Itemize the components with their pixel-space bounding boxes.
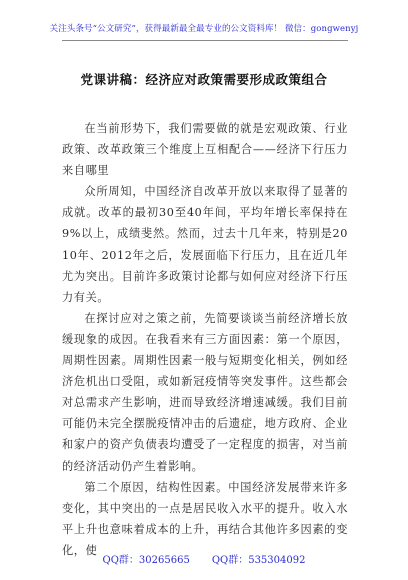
paragraph: 众所周知，中国经济自改革开放以来取得了显著的成就。改革的最初30至40年间，平均年增长率保持在9%以上，成绩斐然。然而，过去十几年来，特别是2010年、2012年之后，发展面临下行压力，且在近几年尤为突出。目前许多政策讨论都与如何应对经济下行压力有关。 bbox=[62, 185, 348, 304]
footer-note bbox=[0, 551, 408, 566]
document-title: 党课讲稿：经济应对政策需要形成政策组合 bbox=[80, 72, 328, 87]
paragraph: 第二个原因，结构性因素。中国经济发展带来许多变化，其中突出的一点是居民收入水平的提升。收入水平上升也意味着成本的上升，再结合其他许多因素的变化，使 bbox=[62, 480, 348, 557]
paragraph: 在探讨应对之策之前，先简要谈谈当前经济增长放缓现象的成因。在我看来有三方面因素：第一个原因，周期性因素。周期性因素一般与短期变化相关，例如经济危机出口受阻，或如新冠疫情等突发事件。这些都会对总需求产生影响，进而导致经济增速减缓。我们目前可能仍未完全摆脱疫情冲击的后遗症，地方政府、企业和家户的资产负债表均遭受了一定程度的损害，对当前的经济活动仍产生着影响。 bbox=[62, 311, 348, 473]
document-body bbox=[62, 118, 348, 561]
footer-qq-group-2: QQ群：535304092 bbox=[211, 555, 306, 566]
paragraph: 在当前形势下，我们需要做的就是宏观政策、行业政策、改革政策三个维度上互相配合——经济下行压力来自哪里 bbox=[62, 122, 348, 178]
header-note: 关注头条号“公文研究”，获得最新最全最专业的公文资料库！ 微信：gongwenyj bbox=[49, 24, 359, 34]
header-divider bbox=[62, 40, 348, 41]
footer-qq-group-1: QQ群：30265665 bbox=[102, 555, 190, 566]
